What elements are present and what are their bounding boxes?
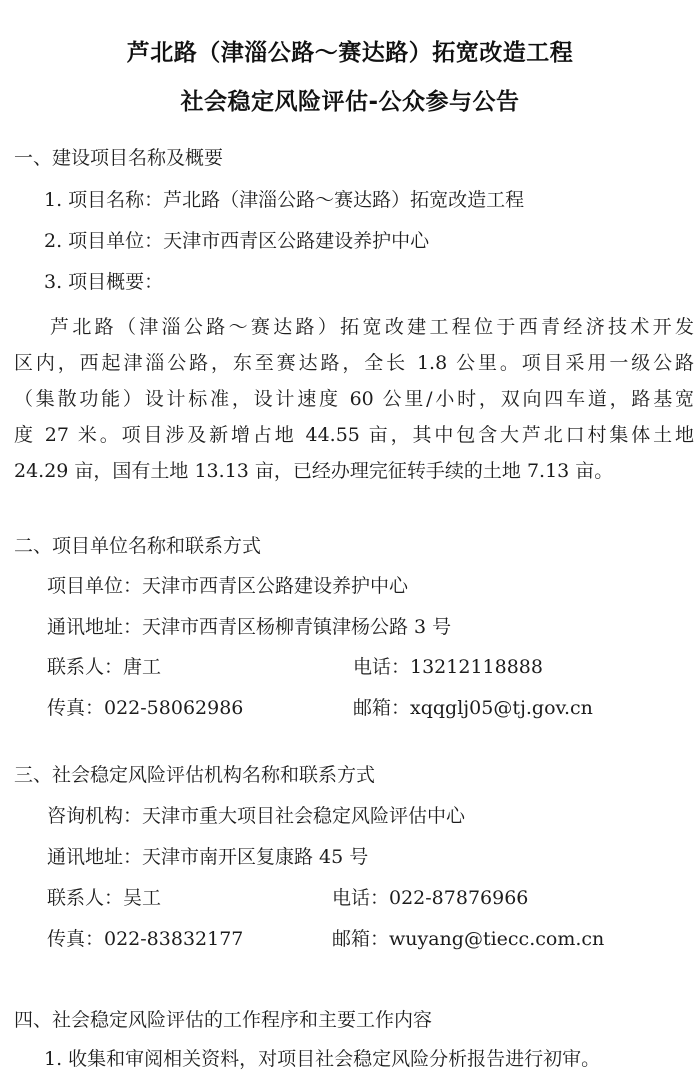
project-name-item: 1. 项目名称：芦北路（津淄公路～赛达路）拓宽改造工程 <box>44 189 525 211</box>
overview-line: 区内，西起津淄公路，东至赛达路，全长 1.8 公里。项目采用一级公路 <box>14 352 694 374</box>
project-overview-label: 3. 项目概要： <box>44 271 164 293</box>
project-unit-fax: 传真：022-58062986 <box>47 697 244 719</box>
section-2-heading: 二、项目单位名称和联系方式 <box>14 535 262 557</box>
section-1-heading: 一、建设项目名称及概要 <box>14 147 224 169</box>
section-3-heading: 三、社会稳定风险评估机构名称和联系方式 <box>14 764 376 786</box>
project-unit-address: 通讯地址：天津市西青区杨柳青镇津杨公路 3 号 <box>47 616 452 638</box>
project-unit-phone: 电话：13212118888 <box>353 656 543 678</box>
project-unit-contact: 联系人：唐工 <box>47 656 162 678</box>
agency-phone: 电话：022-87876966 <box>332 887 529 909</box>
project-unit-email: 邮箱：xqqglj05@tj.gov.cn <box>353 697 593 719</box>
agency-email: 邮箱：wuyang@tiecc.com.cn <box>332 928 605 950</box>
agency-name: 咨询机构：天津市重大项目社会稳定风险评估中心 <box>47 805 466 827</box>
project-unit-name: 项目单位：天津市西青区公路建设养护中心 <box>47 575 409 597</box>
section-4-heading: 四、社会稳定风险评估的工作程序和主要工作内容 <box>14 1009 433 1031</box>
document-title-line-1: 芦北路（津淄公路～赛达路）拓宽改造工程 <box>126 40 574 66</box>
overview-line: 24.29 亩，国有土地 13.13 亩，已经办理完征转手续的土地 7.13 亩。 <box>14 460 614 482</box>
agency-address: 通讯地址：天津市南开区复康路 45 号 <box>47 846 369 868</box>
work-procedure-item-1: 1. 收集和审阅相关资料，对项目社会稳定风险分析报告进行初审。 <box>44 1048 601 1070</box>
project-unit-item: 2. 项目单位：天津市西青区公路建设养护中心 <box>44 230 430 252</box>
project-overview-paragraph <box>14 309 694 489</box>
overview-line: 度 27 米。项目涉及新增占地 44.55 亩，其中包含大芦北口村集体土地 <box>14 424 694 446</box>
overview-line: （集散功能）设计标准，设计速度 60 公里/小时，双向四车道，路基宽 <box>14 388 694 410</box>
agency-contact: 联系人：吴工 <box>47 887 162 909</box>
overview-line: 芦北路（津淄公路～赛达路）拓宽改建工程位于西青经济技术开发 <box>50 316 694 338</box>
agency-fax: 传真：022-83832177 <box>47 928 244 950</box>
document-title-line-2: 社会稳定风险评估-公众参与公告 <box>180 89 520 115</box>
